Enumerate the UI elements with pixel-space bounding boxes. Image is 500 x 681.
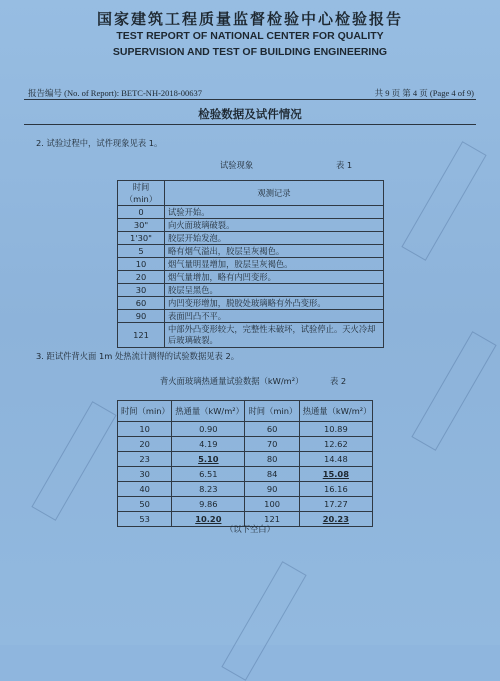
time-cell: 23	[118, 452, 172, 467]
time-cell: 60	[245, 422, 299, 437]
time-cell: 84	[245, 467, 299, 482]
table-row	[118, 232, 384, 245]
heat-flux-cell: 17.27	[299, 497, 372, 512]
column-header-time: 时间（min）	[118, 181, 165, 206]
observation-table	[117, 180, 384, 348]
table-row	[118, 297, 384, 310]
observation-cell: 中部外凸变形较大，完整性未破坏，试验停止。天火冷却后玻璃破裂。	[165, 323, 384, 348]
table2-label: 表 2	[330, 376, 347, 386]
table-row	[118, 245, 384, 258]
column-header-observation: 观测记录	[165, 181, 384, 206]
heat-flux-cell: 9.86	[172, 497, 245, 512]
table-row	[118, 467, 373, 482]
heat-flux-cell: 4.19	[172, 437, 245, 452]
heat-flux-table	[117, 400, 373, 527]
heat-flux-cell: 12.62	[299, 437, 372, 452]
time-cell: 70	[245, 437, 299, 452]
report-number: 报告编号 (No. of Report): BETC-NH-2018-00637	[28, 88, 202, 98]
table-row	[118, 437, 373, 452]
table-row	[118, 258, 384, 271]
table-row	[118, 497, 373, 512]
watermark-stamp	[411, 331, 496, 451]
time-cell: 30"	[118, 219, 165, 232]
time-cell: 53	[118, 512, 172, 527]
column-header-heat-flux: 热通量（kW/m²）	[172, 401, 245, 422]
observation-cell: 胶层呈黑色。	[165, 284, 384, 297]
item2-text: 2. 试验过程中，试件现象见表 1。	[36, 138, 163, 148]
heat-flux-cell: 14.48	[299, 452, 372, 467]
table1-label: 表 1	[336, 160, 353, 170]
section-title: 检验数据及试件情况	[198, 107, 302, 121]
time-cell: 100	[245, 497, 299, 512]
table1-caption: 试验现象	[220, 160, 254, 170]
heat-flux-cell: 15.08	[299, 467, 372, 482]
observation-cell: 试验开始。	[165, 206, 384, 219]
time-cell: 50	[118, 497, 172, 512]
heat-flux-cell: 20.23	[299, 512, 372, 527]
column-header-time: 时间（min）	[245, 401, 299, 422]
observation-cell: 烟气量增加，略有内凹变形。	[165, 271, 384, 284]
observation-cell: 烟气量明显增加，胶层呈灰褐色。	[165, 258, 384, 271]
heat-flux-cell: 5.10	[172, 452, 245, 467]
time-cell: 1'30"	[118, 232, 165, 245]
observation-cell: 胶层开始发泡。	[165, 232, 384, 245]
time-cell: 30	[118, 284, 165, 297]
page-info: 共 9 页 第 4 页 (Page 4 of 9)	[374, 88, 474, 98]
table-row	[118, 310, 384, 323]
time-cell: 20	[118, 271, 165, 284]
time-cell: 30	[118, 467, 172, 482]
watermark-stamp	[31, 401, 116, 521]
table2-caption: 背火面玻璃热通量试验数据（kW/m²）	[160, 376, 304, 386]
watermark-stamp	[401, 141, 486, 261]
time-cell: 121	[118, 323, 165, 348]
column-header-time: 时间（min）	[118, 401, 172, 422]
time-cell: 60	[118, 297, 165, 310]
time-cell: 80	[245, 452, 299, 467]
table-header-row	[118, 401, 373, 422]
time-cell: 10	[118, 422, 172, 437]
table-header-row	[118, 181, 384, 206]
time-cell: 10	[118, 258, 165, 271]
table-row	[118, 482, 373, 497]
time-cell: 5	[118, 245, 165, 258]
table-row	[118, 219, 384, 232]
report-title-en-line2: SUPERVISION AND TEST OF BUILDING ENGINEERING	[112, 46, 388, 58]
table-row	[118, 323, 384, 348]
time-cell: 0	[118, 206, 165, 219]
heat-flux-cell: 10.20	[172, 512, 245, 527]
time-cell: 121	[245, 512, 299, 527]
heat-flux-cell: 16.16	[299, 482, 372, 497]
time-cell: 40	[118, 482, 172, 497]
observation-cell: 表面凹凸不平。	[165, 310, 384, 323]
time-cell: 90	[118, 310, 165, 323]
divider	[24, 124, 476, 125]
column-header-heat-flux: 热通量（kW/m²）	[299, 401, 372, 422]
time-cell: 90	[245, 482, 299, 497]
watermark-stamp	[221, 561, 306, 681]
table-row	[118, 422, 373, 437]
observation-cell: 内凹变形增加，脱胶处玻璃略有外凸变形。	[165, 297, 384, 310]
time-cell: 20	[118, 437, 172, 452]
divider	[24, 99, 476, 100]
heat-flux-cell: 0.90	[172, 422, 245, 437]
table-row	[118, 271, 384, 284]
table-row	[118, 284, 384, 297]
observation-cell: 略有烟气溢出，胶层呈灰褐色。	[165, 245, 384, 258]
table-row	[118, 452, 373, 467]
heat-flux-cell: 8.23	[172, 482, 245, 497]
table-row	[118, 206, 384, 219]
item3-text: 3. 距试件背火面 1m 处热流计测得的试验数据见表 2。	[36, 351, 240, 361]
report-title-cn: 国家建筑工程质量监督检验中心检验报告	[96, 10, 403, 28]
heat-flux-cell: 10.89	[299, 422, 372, 437]
report-title-en-line1: TEST REPORT OF NATIONAL CENTER FOR QUALITY	[116, 30, 384, 42]
heat-flux-cell: 6.51	[172, 467, 245, 482]
observation-cell: 向火面玻璃破裂。	[165, 219, 384, 232]
blank-below-note: （以下空白）	[225, 524, 275, 534]
